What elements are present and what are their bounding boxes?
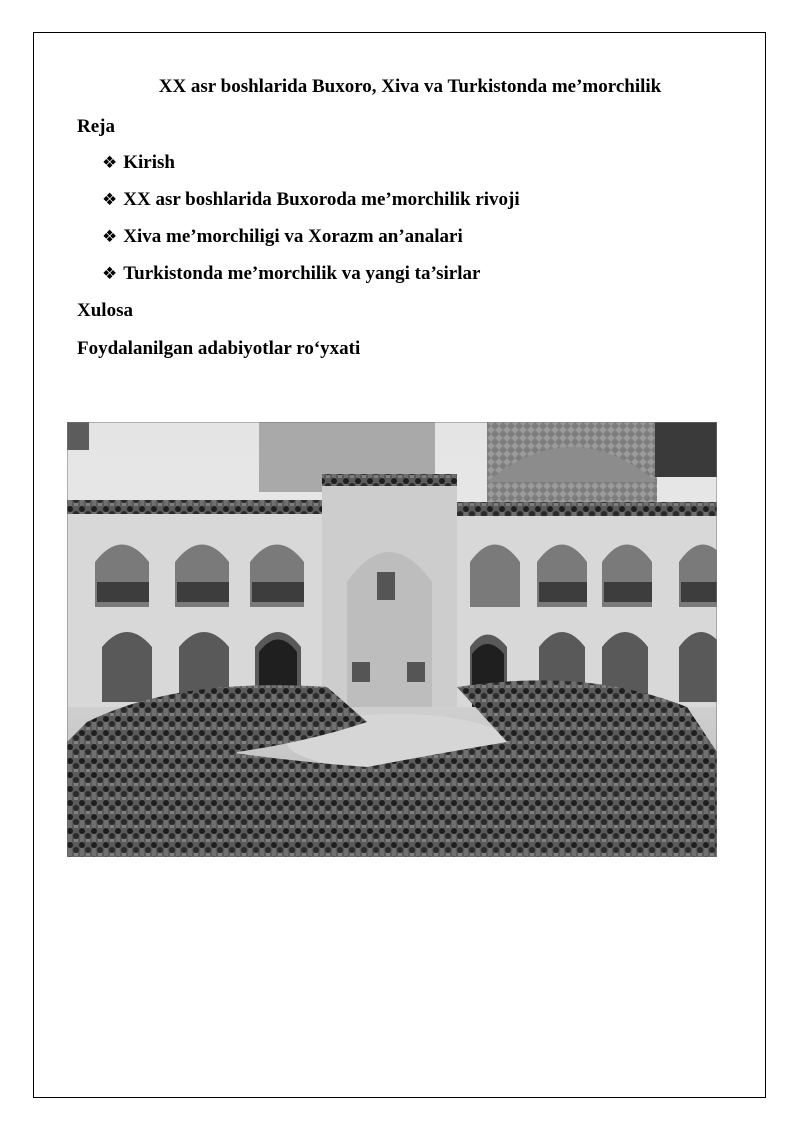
diamond-bullet-icon: ❖ [102,153,118,173]
document-title: XX asr boshlarida Buxoro, Xiva va Turkistonda me’morchilik [158,76,662,97]
conclusion-heading: Xulosa [77,300,133,321]
diamond-bullet-icon: ❖ [102,190,118,210]
plan-item-label: Kirish [123,152,175,173]
historical-courtyard-photo [67,422,717,857]
plan-item-label: Xiva me’morchiligi va Xorazm an’analari [123,226,463,247]
plan-item-4 [102,263,480,285]
plan-item-3 [102,226,463,248]
plan-item-1 [102,152,175,174]
references-heading: Foydalanilgan adabiyotlar ro‘yxati [77,338,361,359]
plan-item-label: XX asr boshlarida Buxoroda me’morchilik rivoji [123,189,520,210]
plan-item-2 [102,189,520,211]
courtyard-photo-illustration [67,422,717,857]
diamond-bullet-icon: ❖ [102,227,118,247]
plan-heading: Reja [77,116,115,137]
diamond-bullet-icon: ❖ [102,264,118,284]
plan-item-label: Turkistonda me’morchilik va yangi ta’sirlar [123,263,481,284]
